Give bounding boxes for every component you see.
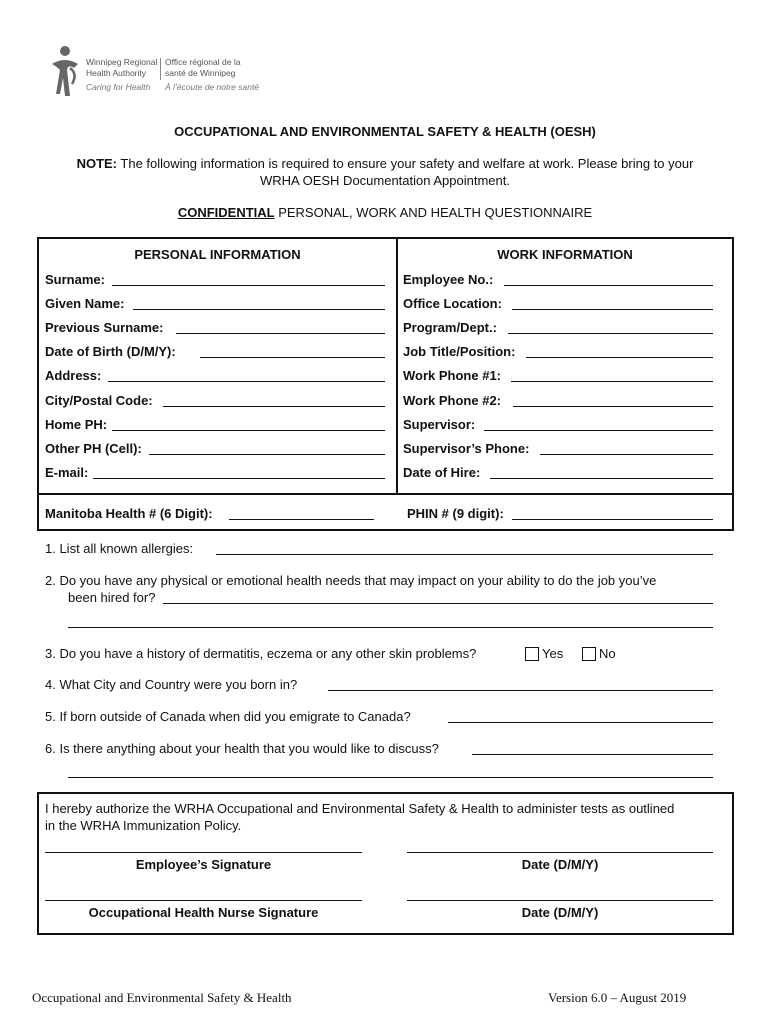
work-field-label: Supervisor: <box>403 417 476 432</box>
personal-field-input[interactable] <box>176 333 385 334</box>
personal-field-input[interactable] <box>133 309 385 310</box>
personal-field-input[interactable] <box>112 285 385 286</box>
manitoba-health-field[interactable] <box>229 519 374 520</box>
work-field-input[interactable] <box>508 333 713 334</box>
personal-field-input[interactable] <box>112 430 385 431</box>
personal-field-label: Surname: <box>45 272 105 287</box>
work-field-input[interactable] <box>512 309 713 310</box>
footer-left: Occupational and Environmental Safety & Health <box>32 990 292 1005</box>
personal-field-input[interactable] <box>149 454 385 455</box>
work-field-label: Job Title/Position: <box>403 344 516 359</box>
q4-label: 4. What City and Country were you born in? <box>45 677 298 692</box>
date-label-1: Date (D/M/Y) <box>521 857 599 872</box>
q1-field[interactable] <box>216 554 713 555</box>
authorization-text <box>45 800 674 834</box>
nurse-signature-label: Occupational Health Nurse Signature <box>88 905 319 920</box>
q1-label: 1. List all known allergies: <box>45 541 194 556</box>
personal-field-input[interactable] <box>108 381 385 382</box>
work-field-input[interactable] <box>511 381 713 382</box>
logo-fr-tag: À l’écoute de notre santé <box>165 82 260 92</box>
personal-field-input[interactable] <box>163 406 385 407</box>
info-column-divider <box>396 237 398 494</box>
q6-field[interactable] <box>472 754 713 755</box>
q5-label: 5. If born outside of Canada when did you emigrate to Canada? <box>45 709 411 724</box>
note-label: NOTE: <box>76 156 118 171</box>
work-field-label: Employee No.: <box>403 272 494 287</box>
personal-field-input[interactable] <box>200 357 385 358</box>
personal-field-label: Address: <box>45 368 102 383</box>
work-field-input[interactable] <box>526 357 713 358</box>
footer-version: Version 6.0 – August 2019 <box>548 990 687 1005</box>
work-field-input[interactable] <box>484 430 713 431</box>
phin-field[interactable] <box>512 519 713 520</box>
q5-field[interactable] <box>448 722 713 723</box>
date-field-1[interactable] <box>407 852 713 853</box>
questionnaire-subtitle <box>0 205 770 220</box>
personal-field-label: Date of Birth (D/M/Y): <box>45 344 176 359</box>
work-field-label: Work Phone #2: <box>403 393 502 408</box>
q4-field[interactable] <box>328 690 713 691</box>
q3-no-checkbox[interactable] <box>582 647 596 661</box>
personal-field-label: E-mail: <box>45 465 89 480</box>
logo-divider <box>160 58 161 80</box>
q3-yes-label: Yes <box>542 646 564 661</box>
employee-signature-label: Employee’s Signature <box>135 857 272 872</box>
q3-no-label: No <box>599 646 616 661</box>
logo-fr-line2: santé de Winnipeg <box>165 68 236 78</box>
subtitle-rest: PERSONAL, WORK AND HEALTH QUESTIONNAIRE <box>274 205 593 220</box>
q2-label: 2. Do you have any physical or emotional health needs that may impact on your ability to do the job you’ve <box>45 573 657 588</box>
personal-field-input[interactable] <box>93 478 385 479</box>
work-field-label: Supervisor’s Phone: <box>403 441 530 456</box>
q2-field-2[interactable] <box>68 627 713 628</box>
work-field-label: Office Location: <box>403 296 502 311</box>
date-label-2: Date (D/M/Y) <box>521 905 599 920</box>
work-field-label: Date of Hire: <box>403 465 481 480</box>
logo-en-tag: Caring for Health <box>86 82 151 92</box>
work-field-label: Program/Dept.: <box>403 320 497 335</box>
authorization-line-2: in the WRHA Immunization Policy. <box>45 818 242 833</box>
note-text: The following information is required to ensure your safety and welfare at work. Please bring to your <box>117 156 694 171</box>
q2-label-cont: been hired for? <box>68 590 156 605</box>
info-table <box>37 237 734 531</box>
confidential-label: CONFIDENTIAL <box>177 205 275 220</box>
work-field-input[interactable] <box>504 285 713 286</box>
personal-field-label: Other PH (Cell): <box>45 441 142 456</box>
personal-heading: PERSONAL INFORMATION <box>134 247 301 262</box>
nurse-signature-field[interactable] <box>45 900 362 901</box>
work-heading: WORK INFORMATION <box>497 247 633 262</box>
form-title: OCCUPATIONAL AND ENVIRONMENTAL SAFETY & HEALTH (OESH) <box>174 124 596 139</box>
work-field-input[interactable] <box>540 454 713 455</box>
logo-en-line2: Health Authority <box>86 68 147 78</box>
work-field-input[interactable] <box>513 406 713 407</box>
wrha-figure-icon <box>48 44 82 100</box>
employee-signature-field[interactable] <box>45 852 362 853</box>
work-field-input[interactable] <box>490 478 713 479</box>
authorization-line-1: I hereby authorize the WRHA Occupational and Environmental Safety & Health to administer tests as outlined <box>45 801 675 816</box>
personal-field-label: City/Postal Code: <box>45 393 153 408</box>
q6-field-2[interactable] <box>68 777 713 778</box>
personal-field-label: Home PH: <box>45 417 108 432</box>
logo-en-line1: Winnipeg Regional <box>86 57 158 67</box>
q6-label: 6. Is there anything about your health that you would like to discuss? <box>45 741 439 756</box>
work-field-label: Work Phone #1: <box>403 368 502 383</box>
info-row-divider <box>37 493 734 495</box>
q2-field[interactable] <box>163 603 713 604</box>
note-text-2: WRHA OESH Documentation Appointment. <box>259 173 510 188</box>
manitoba-health-label: Manitoba Health # (6 Digit): <box>45 506 213 521</box>
personal-field-label: Previous Surname: <box>45 320 164 335</box>
note <box>0 155 770 189</box>
logo-fr-line1: Office régional de la <box>165 57 241 67</box>
q3-yes-checkbox[interactable] <box>525 647 539 661</box>
personal-field-label: Given Name: <box>45 296 125 311</box>
date-field-2[interactable] <box>407 900 713 901</box>
phin-label: PHIN # (9 digit): <box>407 506 504 521</box>
q3-label: 3. Do you have a history of dermatitis, eczema or any other skin problems? <box>45 646 477 661</box>
